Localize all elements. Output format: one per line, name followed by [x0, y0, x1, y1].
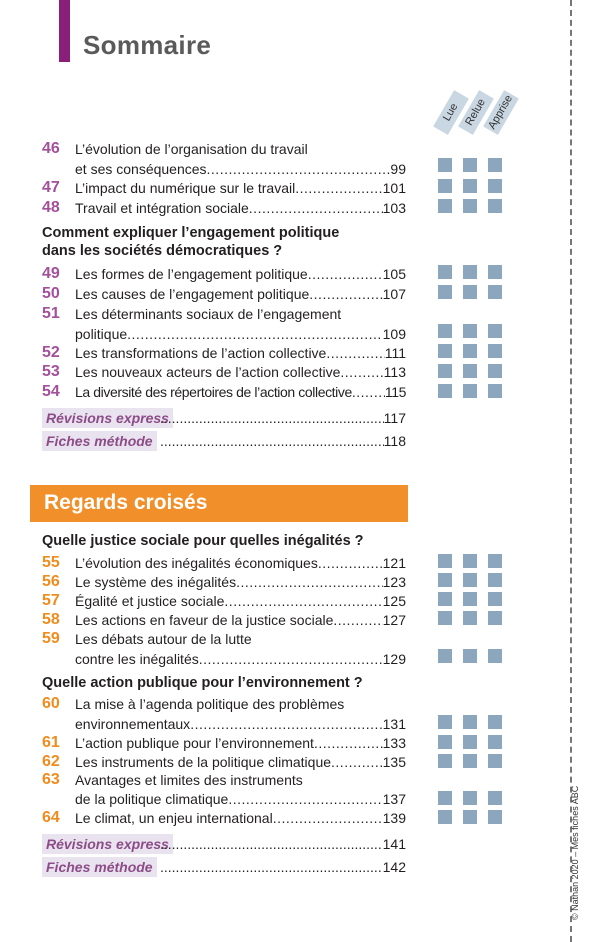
revisions-label: Révisions express	[42, 408, 173, 428]
status-checkboxes	[438, 791, 506, 805]
status-checkboxes	[438, 384, 506, 398]
leader-dots	[199, 651, 383, 667]
leader-dots	[318, 555, 383, 571]
entry-number: 63	[42, 771, 60, 788]
column-header-lue: Lue	[433, 90, 469, 135]
page-title: Sommaire	[83, 30, 212, 60]
entry-title: L’évolution des inégalités économiques	[75, 555, 318, 571]
entry-page: 101	[382, 180, 406, 196]
entry-page: 133	[382, 735, 406, 751]
entry-number: 56	[42, 573, 60, 590]
entry-page: 139	[382, 810, 406, 826]
status-checkboxes	[438, 573, 506, 587]
entry-page: 118	[383, 433, 406, 449]
entry-title: Les causes de l’engagement politique	[75, 286, 310, 302]
entry-title-cont: et ses conséquences	[75, 161, 207, 177]
status-checkboxes	[438, 324, 506, 338]
entry-page: 105	[382, 266, 406, 282]
checkbox-relue[interactable]	[463, 364, 477, 378]
entry-number: 52	[42, 344, 60, 361]
checkbox-apprise[interactable]	[488, 810, 502, 824]
entry-number: 55	[42, 554, 60, 571]
entry-title: Égalité et justice sociale	[75, 593, 225, 609]
leader-dots	[160, 857, 383, 877]
checkbox-relue[interactable]	[463, 265, 477, 279]
status-checkboxes	[438, 810, 506, 824]
part-title: Regards croisés	[44, 491, 208, 514]
leader-dots	[308, 266, 383, 282]
status-column-headers	[436, 86, 536, 140]
entry-title: L’impact du numérique sur le travail	[75, 180, 296, 196]
entry-title: Les déterminants sociaux de l’engagement	[75, 306, 342, 322]
entry-page: 115	[384, 384, 406, 400]
checkbox-apprise[interactable]	[488, 265, 502, 279]
entry-title: Les actions en faveur de la justice sociale	[75, 612, 334, 628]
leader-dots	[228, 791, 382, 807]
checkbox-relue[interactable]	[463, 554, 477, 568]
checkbox-lue[interactable]	[438, 573, 452, 587]
checkbox-lue[interactable]	[438, 735, 452, 749]
leader-dots	[127, 326, 382, 342]
entry-title: Les nouveaux acteurs de l’action collective	[75, 364, 341, 380]
leader-dots	[326, 345, 384, 361]
entry-number: 50	[42, 285, 60, 302]
leader-dots	[190, 716, 382, 732]
methode-label: Fiches méthode	[42, 431, 157, 451]
leader-dots	[207, 161, 391, 177]
entry-title: Les débats autour de la lutte	[75, 631, 252, 647]
checkbox-lue[interactable]	[438, 199, 452, 213]
checkbox-apprise[interactable]	[488, 324, 502, 338]
entry-number: 47	[42, 179, 60, 196]
checkbox-relue[interactable]	[463, 384, 477, 398]
entry-page: 117	[383, 410, 406, 426]
checkbox-lue[interactable]	[438, 715, 452, 729]
checkbox-apprise[interactable]	[488, 179, 502, 193]
checkbox-lue[interactable]	[438, 179, 452, 193]
entry-page: 107	[382, 286, 406, 302]
entry-page: 113	[383, 364, 406, 380]
entry-number: 57	[42, 592, 60, 609]
checkbox-apprise[interactable]	[488, 715, 502, 729]
entry-page: 127	[382, 612, 406, 628]
entry-title-cont: politique	[75, 326, 128, 342]
checkbox-relue[interactable]	[463, 592, 477, 606]
checkbox-lue[interactable]	[438, 810, 452, 824]
checkbox-relue[interactable]	[463, 199, 477, 213]
status-checkboxes	[438, 611, 506, 625]
fiches-methode-link-2[interactable]	[42, 857, 406, 877]
checkbox-relue[interactable]	[463, 810, 477, 824]
entry-number: 51	[42, 305, 60, 322]
section-question-1	[42, 224, 406, 260]
methode-label: Fiches méthode	[42, 857, 157, 877]
entry-page: 137	[382, 791, 406, 807]
checkbox-apprise[interactable]	[488, 573, 502, 587]
checkbox-relue[interactable]	[463, 573, 477, 587]
leader-dots	[273, 810, 383, 826]
checkbox-lue[interactable]	[438, 324, 452, 338]
leader-dots	[333, 612, 382, 628]
checkbox-relue[interactable]	[463, 791, 477, 805]
checkbox-apprise[interactable]	[488, 735, 502, 749]
entry-title: L’action publique pour l’environnement	[75, 735, 314, 751]
checkbox-lue[interactable]	[438, 592, 452, 606]
entry-number: 62	[42, 753, 60, 770]
revisions-label: Révisions express	[42, 834, 173, 854]
checkbox-lue[interactable]	[438, 791, 452, 805]
checkbox-apprise[interactable]	[488, 199, 502, 213]
checkbox-apprise[interactable]	[488, 791, 502, 805]
leader-dots	[309, 286, 382, 302]
entry-page: 123	[382, 574, 406, 590]
status-checkboxes	[438, 754, 506, 768]
checkbox-apprise[interactable]	[488, 649, 502, 663]
entry-page: 125	[382, 593, 406, 609]
checkbox-relue[interactable]	[463, 715, 477, 729]
entry-number: 58	[42, 611, 60, 628]
checkbox-relue[interactable]	[463, 285, 477, 299]
entry-page: 131	[382, 716, 406, 732]
entry-number: 48	[42, 199, 60, 216]
checkbox-lue[interactable]	[438, 285, 452, 299]
entry-page: 103	[382, 200, 406, 216]
entry-title: La mise à l’agenda politique des problèmes	[75, 696, 345, 712]
entry-title: Avantages et limites des instruments	[75, 772, 303, 788]
entry-title: Travail et intégration sociale	[75, 200, 249, 216]
status-checkboxes	[438, 344, 506, 358]
entry-title-cont: environnementaux	[75, 716, 191, 732]
entry-title-cont: contre les inégalités	[75, 651, 199, 667]
checkbox-apprise[interactable]	[488, 592, 502, 606]
leader-dots	[236, 574, 383, 590]
entry-page: 99	[390, 161, 406, 177]
status-checkboxes	[438, 285, 506, 299]
entry-number: 54	[42, 383, 60, 400]
checkbox-apprise[interactable]	[488, 285, 502, 299]
entry-page: 109	[382, 326, 406, 342]
status-checkboxes	[438, 179, 506, 193]
leader-dots	[340, 364, 383, 380]
leader-dots	[249, 200, 383, 216]
status-checkboxes	[438, 715, 506, 729]
checkbox-relue[interactable]	[463, 179, 477, 193]
entry-title: La diversité des répertoires de l’action collective	[75, 384, 352, 400]
checkbox-lue[interactable]	[438, 754, 452, 768]
checkbox-lue[interactable]	[438, 344, 452, 358]
checkbox-apprise[interactable]	[488, 344, 502, 358]
checkbox-apprise[interactable]	[488, 554, 502, 568]
checkbox-apprise[interactable]	[488, 384, 502, 398]
checkbox-apprise[interactable]	[488, 754, 502, 768]
checkbox-relue[interactable]	[463, 735, 477, 749]
entry-number: 61	[42, 734, 60, 751]
checkbox-lue[interactable]	[438, 384, 452, 398]
column-header-relue: Relue	[458, 90, 494, 135]
entry-number: 64	[42, 809, 60, 826]
section-question-2	[42, 532, 406, 550]
checkbox-apprise[interactable]	[488, 364, 502, 378]
checkbox-relue[interactable]	[463, 649, 477, 663]
entry-number: 46	[42, 140, 60, 157]
checkbox-relue[interactable]	[463, 344, 477, 358]
revisions-express-link-1[interactable]	[42, 408, 406, 428]
question-line: Quelle justice sociale pour quelles inégalités ?	[42, 533, 364, 549]
checkbox-lue[interactable]	[438, 611, 452, 625]
section-question-3	[42, 674, 406, 692]
checkbox-lue[interactable]	[438, 649, 452, 663]
entry-title: Les transformations de l’action collective	[75, 345, 327, 361]
entry-page: 141	[382, 836, 406, 852]
entry-page: 121	[382, 555, 406, 571]
leader-dots	[295, 180, 382, 196]
checkbox-apprise[interactable]	[488, 158, 502, 172]
checkbox-relue[interactable]	[463, 611, 477, 625]
copyright-notice: © Nathan 2020 – Mes fiches ABC	[570, 785, 580, 920]
status-checkboxes	[438, 735, 506, 749]
checkbox-apprise[interactable]	[488, 611, 502, 625]
status-checkboxes	[438, 592, 506, 606]
leader-dots	[160, 431, 384, 451]
status-checkboxes	[438, 158, 506, 172]
checkbox-lue[interactable]	[438, 158, 452, 172]
entry-title: Le climat, un enjeu international	[75, 810, 273, 826]
entry-page: 111	[384, 345, 406, 361]
entry-page: 135	[382, 754, 406, 770]
checkbox-lue[interactable]	[438, 364, 452, 378]
entry-number: 49	[42, 265, 60, 282]
leader-dots	[160, 408, 384, 428]
entry-number: 59	[42, 630, 60, 647]
entry-title: L’évolution de l’organisation du travail	[75, 141, 308, 157]
checkbox-lue[interactable]	[438, 265, 452, 279]
status-checkboxes	[438, 364, 506, 378]
leader-dots	[331, 754, 383, 770]
checkbox-relue[interactable]	[463, 324, 477, 338]
entry-number: 53	[42, 363, 60, 380]
column-header-apprise: Apprise	[483, 90, 519, 135]
entry-page: 129	[382, 651, 406, 667]
header-accent-bar	[59, 0, 70, 62]
leader-dots	[160, 834, 383, 854]
status-checkboxes	[438, 265, 506, 279]
question-line: Comment expliquer l’engagement politique	[42, 225, 340, 241]
leader-dots	[314, 735, 383, 751]
entry-title: Les formes de l’engagement politique	[75, 266, 308, 282]
leader-dots	[224, 593, 382, 609]
entry-page: 142	[382, 859, 406, 875]
leader-dots	[352, 384, 385, 400]
entry-title: Le système des inégalités	[75, 574, 237, 590]
revisions-express-link-2[interactable]	[42, 834, 406, 854]
question-line: Quelle action publique pour l’environnement ?	[42, 675, 363, 691]
checkbox-lue[interactable]	[438, 554, 452, 568]
checkbox-relue[interactable]	[463, 158, 477, 172]
fiches-methode-link-1[interactable]	[42, 431, 406, 451]
checkbox-relue[interactable]	[463, 754, 477, 768]
entry-title-cont: de la politique climatique	[75, 791, 229, 807]
question-line: dans les sociétés démocratiques ?	[42, 243, 283, 259]
entry-title: Les instruments de la politique climatique	[75, 754, 332, 770]
status-checkboxes	[438, 199, 506, 213]
status-checkboxes	[438, 554, 506, 568]
status-checkboxes	[438, 649, 506, 663]
entry-number: 60	[42, 695, 60, 712]
